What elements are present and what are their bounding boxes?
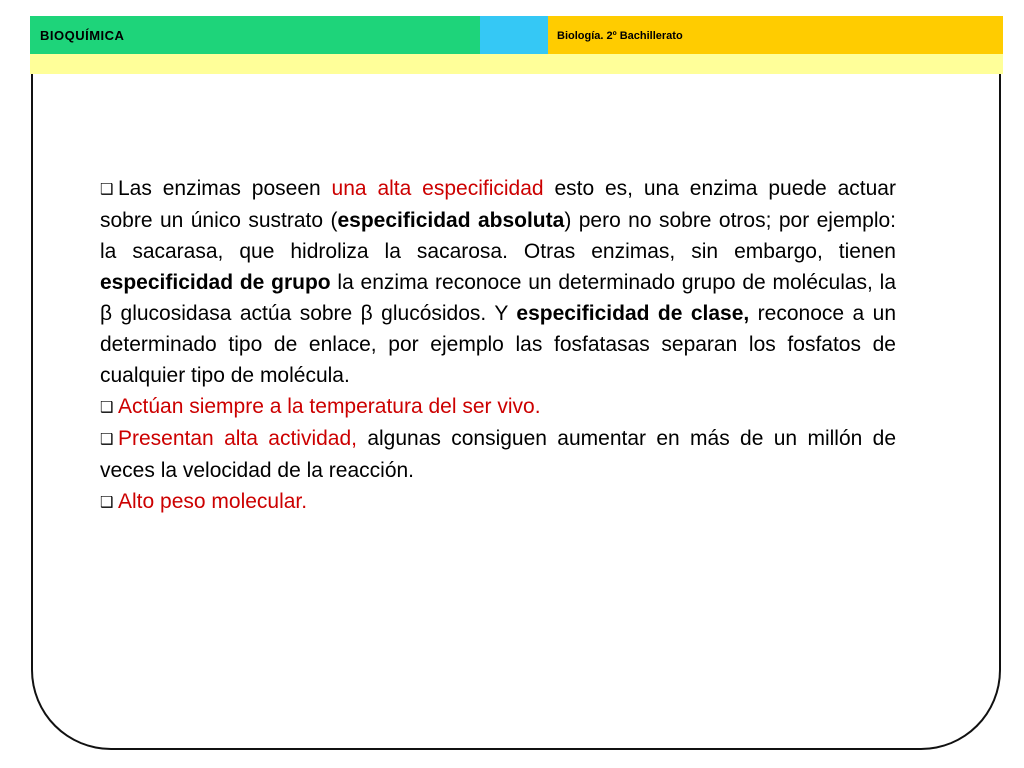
paragraph-activity [100, 423, 896, 486]
text-run: esto es, una enzima puede actuar sobre un único sustrato ( [100, 177, 896, 232]
course-title: Biología. 2º Bachillerato [557, 30, 683, 42]
subject-title: BIOQUÍMICA [40, 28, 125, 43]
header-stripe [30, 54, 1003, 74]
text-run: reconoce a un determinado tipo de enlace, por ejemplo las fosfatasas separan los fosfatos de cualquier tipo de molécula. [100, 302, 896, 387]
bold-term: especificidad de grupo [100, 271, 331, 294]
highlight-text: una alta especificidad [331, 177, 544, 200]
text-run: Las enzimas poseen [118, 177, 332, 200]
checkbox-bullet-icon: ❑ [100, 180, 114, 198]
header-green-block [30, 16, 480, 54]
text-run: algunas consiguen aumentar en más de un millón de veces la velocidad de la reacción. [100, 427, 896, 482]
text-run: la enzima reconoce un determinado grupo de moléculas, la β glucosidasa actúa sobre β glucósidos. Y [100, 271, 897, 325]
paragraph-specificity [100, 173, 896, 391]
checkbox-bullet-icon: ❑ [100, 398, 114, 416]
text-run: ) pero no sobre otros; por ejemplo: la sacarasa, que hidroliza la sacarosa. Otras enzimas, sin embargo, tienen [100, 209, 896, 263]
highlight-text: Alto peso molecular. [118, 490, 308, 513]
bold-term: especificidad de clase, [516, 302, 750, 325]
content-body [100, 173, 896, 518]
checkbox-bullet-icon: ❑ [100, 430, 114, 448]
bold-term: especificidad absoluta [337, 209, 565, 232]
paragraph-temperature [100, 391, 896, 423]
header-bar [30, 16, 1003, 54]
checkbox-bullet-icon: ❑ [100, 493, 114, 511]
highlight-text: Actúan siempre a la temperatura del ser vivo. [118, 395, 541, 418]
header-yellow-block [548, 16, 1003, 54]
highlight-text: Presentan alta actividad, [118, 427, 357, 450]
paragraph-molecular-weight [100, 486, 896, 518]
header-cyan-block [480, 16, 548, 54]
